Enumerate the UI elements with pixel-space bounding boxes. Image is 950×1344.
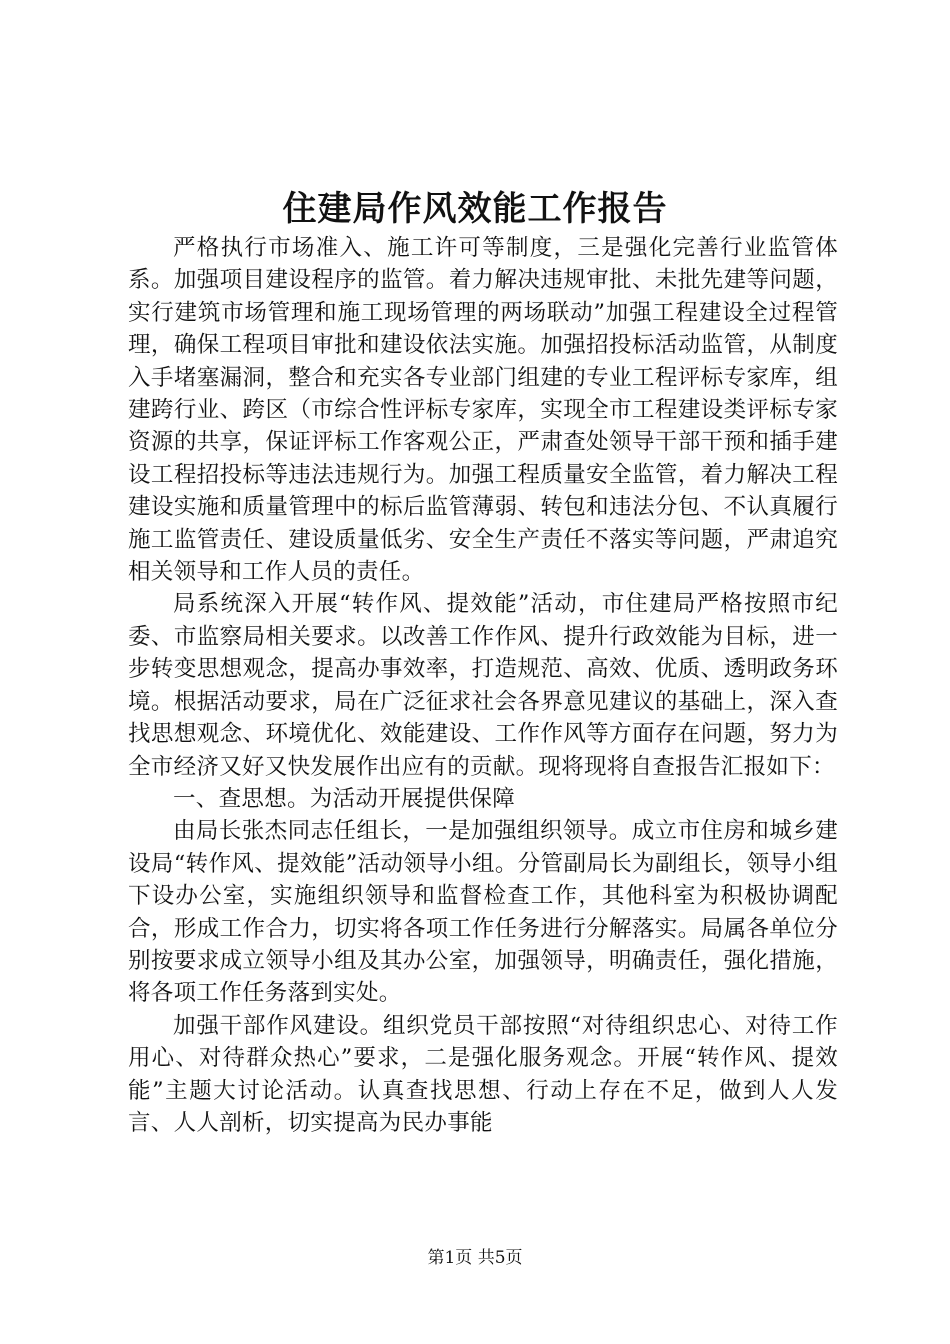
paragraph: 由局长张杰同志任组长，一是加强组织领导。成立市住房和城乡建设局“转作风、提效能”活动领导小组。分管副局长为副组长，领导小组下设办公室，实施组织领导和监督检查工作，其他科室为积极协调配合，形成工作合力，切实将各项工作任务进行分解落实。局属各单位分别按要求成立领导小组及其办公室，加强领导，明确责任，强化措施，将各项工作任务落到实处。 xyxy=(128,818,838,1007)
paragraph: 严格执行市场准入、施工许可等制度，三是强化完善行业监管体系。加强项目建设程序的监管。着力解决违规审批、未批先建等问题，实行建筑市场管理和施工现场管理的两场联动”加强工程建设全过程管理，确保工程项目审批和建设依法实施。加强招投标活动监管，从制度入手堵塞漏洞，整合和充实各专业部门组建的专业工程评标专家库，组建跨行业、跨区（市综合性评标专家库，实现全市工程建设类评标专家资源的共享，保证评标工作客观公正，严肃查处领导干部干预和插手建设工程招投标等违法违规行为。加强工程质量安全监管，着力解决工程建设实施和质量管理中的标后监管薄弱、转包和违法分包、不认真履行施工监管责任、建设质量低劣、安全生产责任不落实等问题，严肃追究相关领导和工作人员的责任。 xyxy=(128,235,838,586)
section-heading: 一、查思想。为活动开展提供保障 xyxy=(173,785,516,812)
paragraph: 局系统深入开展“转作风、提效能”活动，市住建局严格按照市纪委、市监察局相关要求。以改善工作作风、提升行政效能为目标，进一步转变思想观念，提高办事效率，打造规范、高效、优质、透明政务环境。根据活动要求，局在广泛征求社会各界意见建议的基础上，深入查找思想观念、环境优化、效能建设、工作作风等方面存在问题，努力为全市经济又好又快发展作出应有的贡献。现将现将自查报告汇报如下： xyxy=(128,591,838,780)
document-title: 住建局作风效能工作报告 xyxy=(282,189,668,229)
page-number-footer: 第1页 共5页 xyxy=(427,1248,523,1268)
paragraph: 加强干部作风建设。组织党员干部按照“对待组织忠心、对待工作用心、对待群众热心”要求，二是强化服务观念。开展“转作风、提效能”主题大讨论活动。认真查找思想、行动上存在不足，做到人人发言、人人剖析，切实提高为民办事能 xyxy=(128,1012,838,1136)
document-body xyxy=(128,232,838,1139)
